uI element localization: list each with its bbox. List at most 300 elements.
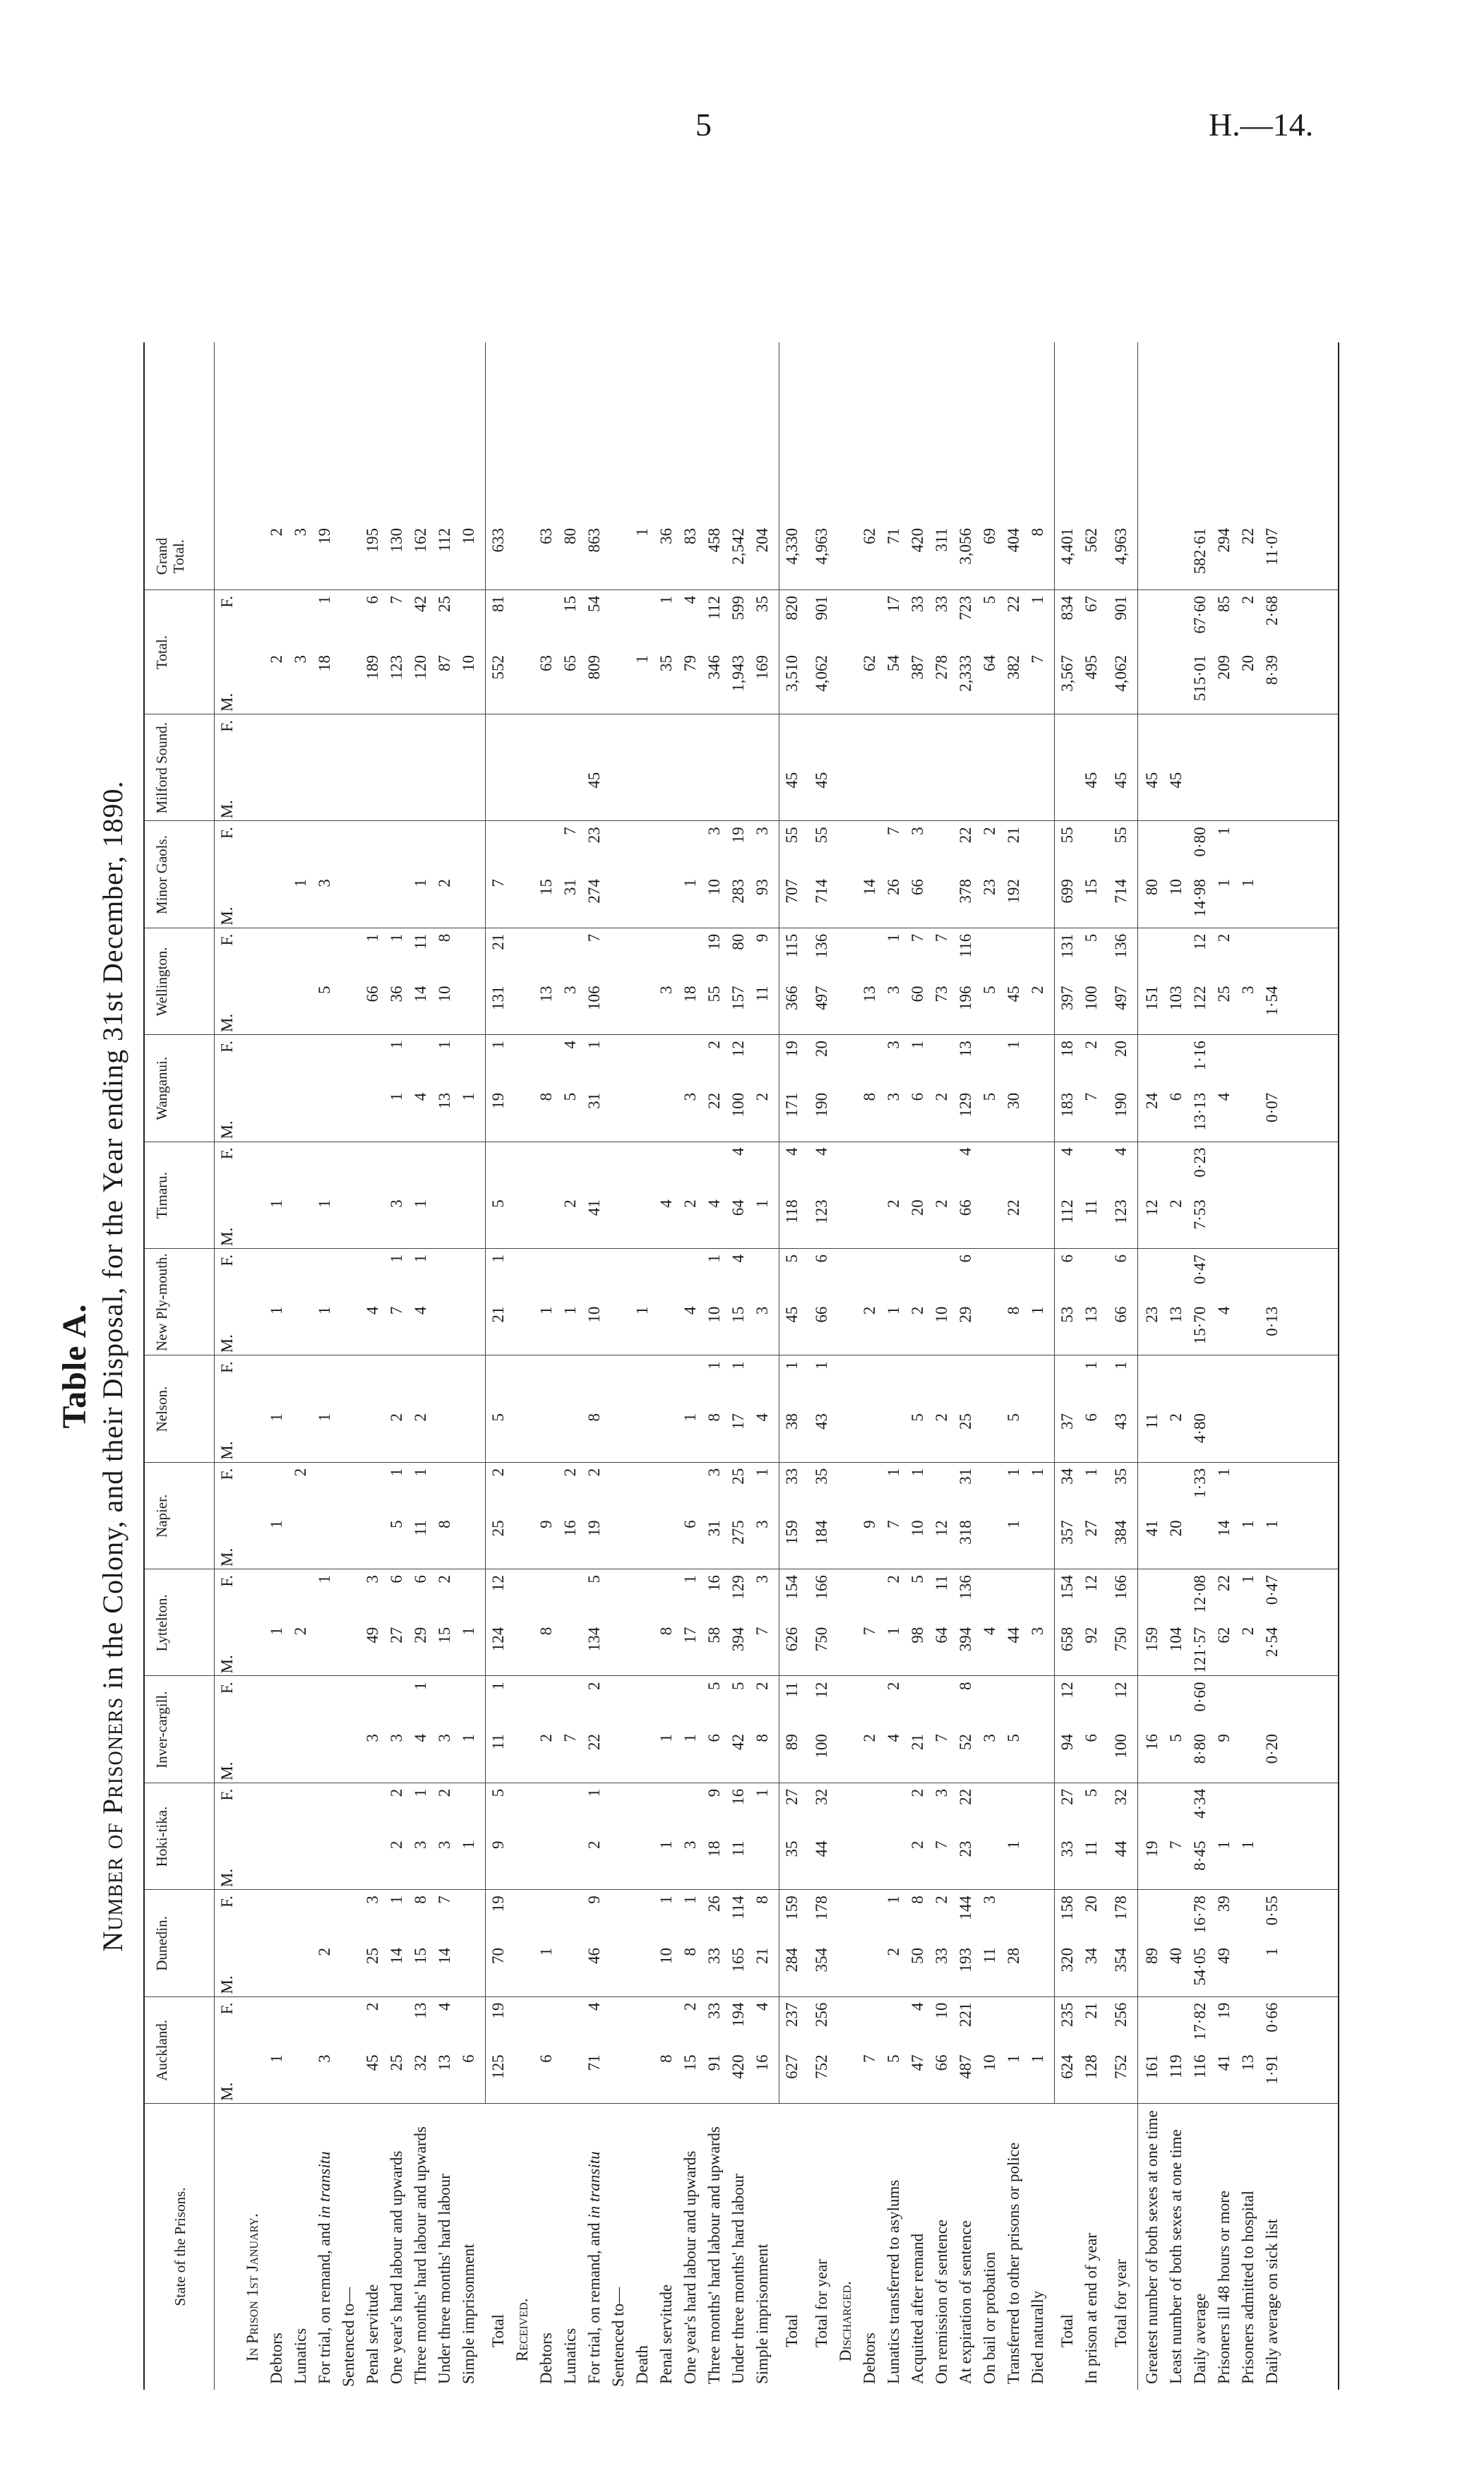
male-cell: 2 xyxy=(388,1840,405,1850)
total-male-cell: 120 xyxy=(412,655,429,680)
male-label: M. xyxy=(218,693,236,712)
male-cell: 1 xyxy=(460,1627,477,1636)
male-cell: 15 xyxy=(681,2054,699,2071)
female-cell: 21 xyxy=(1082,2002,1100,2019)
male-cell: 5 xyxy=(316,986,333,994)
male-cell: 283 xyxy=(729,879,747,904)
row-label: Daily average xyxy=(1191,2293,1209,2384)
total-male-cell: 79 xyxy=(681,655,699,671)
female-cell: 4 xyxy=(813,1147,830,1156)
female-cell: 1 xyxy=(585,1041,603,1049)
female-cell: 115 xyxy=(783,933,801,958)
female-cell: 4 xyxy=(729,1254,747,1263)
total-female-cell: 112 xyxy=(705,596,723,620)
female-cell: 2 xyxy=(388,1788,405,1797)
row-label: Died naturally xyxy=(1029,2290,1046,2384)
male-cell: 1 xyxy=(1215,879,1233,887)
row-label: One year's hard labour and upwards xyxy=(388,2150,405,2384)
subheading-row xyxy=(340,342,364,2390)
male-cell: 41 xyxy=(585,1199,603,1216)
female-cell: 1 xyxy=(813,1361,830,1370)
male-cell: 54·05 xyxy=(1191,1947,1209,1986)
male-cell: 116 xyxy=(1191,2054,1209,2078)
row-label: Lunatics transferred to asylums xyxy=(885,2179,902,2384)
data-row xyxy=(489,342,513,2390)
male-cell: 1 xyxy=(1239,1520,1257,1528)
female-cell: 33 xyxy=(783,1468,801,1485)
prison-header: Auckland. xyxy=(153,2019,170,2081)
female-cell: 11 xyxy=(412,933,429,950)
female-cell: 235 xyxy=(1058,2002,1076,2028)
row-label: On remission of sentence xyxy=(933,2219,950,2384)
total-female-cell: 2 xyxy=(1239,596,1257,604)
total-male-cell: 552 xyxy=(489,655,507,680)
grand-total-cell: 3 xyxy=(292,528,309,537)
male-cell: 17 xyxy=(681,1627,699,1643)
female-cell: 5 xyxy=(705,1682,723,1690)
grand-total-cell: 195 xyxy=(364,528,381,553)
female-cell: 19 xyxy=(489,1896,507,1912)
male-cell: 16 xyxy=(753,2054,771,2071)
male-cell: 125 xyxy=(489,2054,507,2079)
total-male-cell: 346 xyxy=(705,655,723,680)
male-cell: 2 xyxy=(585,1840,603,1850)
data-row xyxy=(1191,342,1215,2390)
female-cell: 4·34 xyxy=(1191,1788,1209,1819)
total-female-cell: 15 xyxy=(561,596,579,612)
female-cell: 2 xyxy=(753,1682,771,1690)
female-label: F. xyxy=(218,1788,236,1801)
female-cell: 1 xyxy=(1215,1468,1233,1477)
data-row xyxy=(981,342,1005,2390)
male-cell: 2 xyxy=(1029,986,1046,994)
male-cell: 10 xyxy=(909,1520,926,1537)
total-female-cell: 901 xyxy=(1112,596,1130,621)
grand-total-cell: 63 xyxy=(537,528,555,544)
data-row xyxy=(537,342,561,2390)
male-cell: 10 xyxy=(1167,879,1185,896)
male-cell: 21 xyxy=(753,1947,771,1964)
total-male-cell: 8·39 xyxy=(1263,655,1281,685)
male-cell: 8 xyxy=(705,1413,723,1422)
male-cell: 658 xyxy=(1058,1627,1076,1652)
female-cell: 5 xyxy=(585,1575,603,1583)
female-label: F. xyxy=(218,1468,236,1480)
female-cell: 1 xyxy=(681,1896,699,1904)
female-cell: 7 xyxy=(909,933,926,942)
male-cell: 11 xyxy=(1082,1199,1100,1216)
male-label: M. xyxy=(218,2082,236,2101)
male-cell: 40 xyxy=(1167,1947,1185,1964)
row-label: Total xyxy=(783,2314,801,2347)
male-cell: 4 xyxy=(1215,1306,1233,1315)
male-cell: 1 xyxy=(681,1413,699,1422)
male-cell: 5 xyxy=(489,1413,507,1422)
grand-total-cell: 4,963 xyxy=(813,528,830,565)
data-row xyxy=(813,342,837,2390)
female-cell: 12 xyxy=(1191,933,1209,950)
row-label: Total for year xyxy=(813,2259,830,2347)
male-cell: 33 xyxy=(705,1947,723,1964)
female-cell: 16·78 xyxy=(1191,1896,1209,1934)
female-cell: 35 xyxy=(1112,1468,1130,1485)
female-cell: 114 xyxy=(729,1896,747,1920)
male-cell: 394 xyxy=(729,1627,747,1652)
female-cell: 19 xyxy=(1215,2002,1233,2019)
male-label: M. xyxy=(218,800,236,819)
total-male-cell: 35 xyxy=(657,655,675,671)
female-cell: 1 xyxy=(729,1361,747,1370)
female-cell: 1 xyxy=(412,1468,429,1477)
female-label: F. xyxy=(218,1682,236,1694)
male-cell: 13·13 xyxy=(1191,1092,1209,1131)
prison-header: Inver-cargill. xyxy=(153,1691,170,1768)
row-label: Sentenced to— xyxy=(609,2287,627,2387)
data-row xyxy=(585,342,609,2390)
male-cell: 44 xyxy=(813,1840,830,1857)
male-cell: 707 xyxy=(783,879,801,904)
male-cell: 8·80 xyxy=(1191,1734,1209,1764)
female-cell: 2 xyxy=(681,2002,699,2011)
total-female-cell: 599 xyxy=(729,596,747,621)
female-cell: 1 xyxy=(388,1896,405,1904)
male-cell: 14 xyxy=(861,879,878,896)
female-cell: 5 xyxy=(783,1254,801,1263)
female-cell: 5 xyxy=(489,1788,507,1797)
row-label: Prisoners admitted to hospital xyxy=(1239,2190,1257,2384)
male-cell: 397 xyxy=(1058,986,1076,1010)
total-female-cell: 33 xyxy=(909,596,926,612)
male-label: M. xyxy=(218,1547,236,1567)
male-cell: 35 xyxy=(783,1840,801,1857)
female-cell: 23 xyxy=(585,827,603,844)
male-cell: 25 xyxy=(1215,986,1233,1002)
male-cell: 29 xyxy=(412,1627,429,1643)
female-cell: 12 xyxy=(1058,1682,1076,1699)
male-cell: 94 xyxy=(1058,1734,1076,1751)
male-cell: 1 xyxy=(268,1627,285,1636)
male-cell: 66 xyxy=(813,1306,830,1323)
female-cell: 3 xyxy=(364,1896,381,1904)
male-cell: 2 xyxy=(861,1734,878,1742)
male-cell: 30 xyxy=(1005,1092,1022,1109)
male-cell: 100 xyxy=(729,1092,747,1118)
female-cell: 1 xyxy=(657,1896,675,1904)
male-cell: 49 xyxy=(364,1627,381,1643)
prison-header: Nelson. xyxy=(153,1386,170,1432)
prison-header: Timaru. xyxy=(153,1172,170,1219)
data-row xyxy=(753,342,777,2390)
female-label: F. xyxy=(218,1147,236,1160)
male-cell: 183 xyxy=(1058,1092,1076,1118)
male-cell: 33 xyxy=(933,1947,950,1964)
male-cell: 7 xyxy=(753,1627,771,1636)
male-cell: 1 xyxy=(268,2054,285,2063)
grand-total-cell: 112 xyxy=(436,528,453,552)
male-cell: 91 xyxy=(705,2054,723,2071)
male-cell: 378 xyxy=(957,879,974,904)
row-label: Simple imprisonment xyxy=(460,2244,477,2384)
female-cell: 1 xyxy=(753,1788,771,1797)
row-label: On bail or probation xyxy=(981,2251,998,2384)
male-cell: 714 xyxy=(813,879,830,904)
grand-total-header: Grand Total. xyxy=(153,537,187,575)
data-row xyxy=(933,342,957,2390)
grand-total-cell: 311 xyxy=(933,528,950,552)
female-cell: 19 xyxy=(705,933,723,950)
grand-total-cell: 562 xyxy=(1082,528,1100,553)
male-cell: 38 xyxy=(783,1413,801,1430)
header-rule xyxy=(214,342,215,2390)
male-cell: 41 xyxy=(1143,1520,1161,1537)
male-cell: 5 xyxy=(561,1092,579,1101)
data-row xyxy=(705,342,729,2390)
male-cell: 60 xyxy=(909,986,926,1002)
female-cell: 80 xyxy=(729,933,747,950)
grand-total-cell: 36 xyxy=(657,528,675,544)
female-cell: 144 xyxy=(957,1896,974,1920)
data-row xyxy=(1215,342,1239,2390)
prison-header: Hoki-tika. xyxy=(153,1806,170,1867)
male-cell: 103 xyxy=(1167,986,1185,1010)
female-cell: 20 xyxy=(813,1041,830,1058)
male-cell: 44 xyxy=(1005,1627,1022,1643)
female-cell: 17·82 xyxy=(1191,2002,1209,2041)
female-label: F. xyxy=(218,1896,236,1908)
female-cell: 116 xyxy=(957,933,974,958)
data-row xyxy=(292,342,316,2390)
male-cell: 1 xyxy=(681,1734,699,1742)
male-cell: 27 xyxy=(388,1627,405,1643)
male-cell: 2 xyxy=(388,1413,405,1422)
male-cell: 2 xyxy=(1239,1627,1257,1636)
data-row xyxy=(1005,342,1029,2390)
male-cell: 14·98 xyxy=(1191,879,1209,917)
data-row xyxy=(657,342,681,2390)
row-label: Debtors xyxy=(537,2333,555,2384)
male-cell: 1 xyxy=(1263,1520,1281,1528)
female-cell: 27 xyxy=(783,1788,801,1805)
female-cell: 1 xyxy=(585,1788,603,1797)
male-cell: 320 xyxy=(1058,1947,1076,1972)
male-cell: 46 xyxy=(585,1947,603,1964)
male-cell: 2 xyxy=(316,1947,333,1956)
female-cell: 136 xyxy=(813,933,830,959)
row-label: Daily average on sick list xyxy=(1263,2219,1281,2384)
male-cell: 1 xyxy=(460,1092,477,1101)
male-cell: 4 xyxy=(981,1627,998,1636)
total-female-cell: 4 xyxy=(681,596,699,604)
male-cell: 47 xyxy=(909,2054,926,2071)
female-cell: 9 xyxy=(585,1896,603,1904)
data-row xyxy=(1082,342,1106,2390)
male-cell: 8 xyxy=(436,1520,453,1528)
female-cell: 1 xyxy=(316,1575,333,1583)
female-cell: 1 xyxy=(885,933,902,942)
female-cell: 4 xyxy=(436,2002,453,2011)
row-label: Greatest number of both sexes at one time xyxy=(1143,2110,1161,2384)
grand-total-cell: 4,401 xyxy=(1058,528,1076,565)
data-row xyxy=(1263,342,1287,2390)
male-cell: 45 xyxy=(1005,986,1022,1002)
male-cell: 100 xyxy=(1112,1734,1130,1759)
male-cell: 19 xyxy=(489,1092,507,1109)
male-cell: 7 xyxy=(861,1627,878,1636)
male-cell: 1 xyxy=(657,1840,675,1850)
female-cell: 20 xyxy=(1082,1896,1100,1912)
male-cell: 45 xyxy=(1082,772,1100,789)
row-label: Death xyxy=(633,2345,651,2384)
male-cell: 5 xyxy=(981,986,998,994)
male-cell: 3 xyxy=(657,986,675,994)
page-number: 5 xyxy=(695,107,712,143)
female-cell: 166 xyxy=(1112,1575,1130,1600)
male-cell: 7 xyxy=(1167,1840,1185,1850)
male-cell: 14 xyxy=(436,1947,453,1964)
female-cell: 4 xyxy=(783,1147,801,1156)
male-cell: 112 xyxy=(1058,1199,1076,1223)
row-label: Debtors xyxy=(268,2333,285,2384)
data-row xyxy=(1167,342,1191,2390)
male-cell: 6 xyxy=(681,1520,699,1528)
female-cell: 55 xyxy=(783,827,801,844)
male-cell: 89 xyxy=(783,1734,801,1751)
male-cell: 122 xyxy=(1191,986,1209,1010)
female-cell: 1 xyxy=(489,1682,507,1690)
male-cell: 190 xyxy=(813,1092,830,1118)
male-cell: 4 xyxy=(364,1306,381,1315)
total-female-cell: 1 xyxy=(657,596,675,604)
male-cell: 45 xyxy=(585,772,603,789)
male-cell: 3 xyxy=(885,1092,902,1101)
male-cell: 0·13 xyxy=(1263,1306,1281,1336)
female-cell: 1·16 xyxy=(1191,1041,1209,1071)
male-cell: 93 xyxy=(753,879,771,896)
male-cell: 10 xyxy=(585,1306,603,1323)
male-cell: 11 xyxy=(1082,1840,1100,1857)
male-label: M. xyxy=(218,906,236,926)
female-cell: 6 xyxy=(1112,1254,1130,1263)
grand-total-cell: 10 xyxy=(460,528,477,544)
female-cell: 12 xyxy=(729,1041,747,1058)
female-cell: 2 xyxy=(364,2002,381,2011)
total-male-cell: 54 xyxy=(885,655,902,671)
male-cell: 98 xyxy=(909,1627,926,1643)
male-cell: 2 xyxy=(933,1413,950,1422)
male-cell: 123 xyxy=(1112,1199,1130,1224)
male-cell: 6 xyxy=(460,2054,477,2063)
male-cell: 2 xyxy=(412,1413,429,1422)
female-cell: 39 xyxy=(1215,1896,1233,1912)
female-cell: 7 xyxy=(436,1896,453,1904)
male-cell: 121·57 xyxy=(1191,1627,1209,1673)
section-label: Discharged. xyxy=(837,2281,854,2361)
male-cell: 1 xyxy=(1239,879,1257,887)
female-cell: 8 xyxy=(957,1682,974,1690)
prison-header: Wellington. xyxy=(153,947,170,1017)
male-cell: 45 xyxy=(364,2054,381,2071)
total-female-cell: 1 xyxy=(1029,596,1046,604)
total-male-cell: 809 xyxy=(585,655,603,680)
prison-header: Total. xyxy=(153,635,170,670)
data-row xyxy=(460,342,484,2390)
data-row xyxy=(861,342,885,2390)
female-cell: 3 xyxy=(753,827,771,835)
female-label: F. xyxy=(218,1041,236,1053)
male-cell: 64 xyxy=(933,1627,950,1643)
female-cell: 1 xyxy=(489,1254,507,1263)
female-cell: 159 xyxy=(783,1896,801,1920)
female-cell: 2 xyxy=(705,1041,723,1049)
male-cell: 11 xyxy=(1143,1413,1161,1430)
male-cell: 497 xyxy=(1112,986,1130,1010)
male-cell: 44 xyxy=(1112,1840,1130,1857)
female-cell: 19 xyxy=(783,1041,801,1058)
male-cell: 7·53 xyxy=(1191,1199,1209,1230)
grand-total-cell: 2 xyxy=(268,528,285,537)
grand-total-cell: 130 xyxy=(388,528,405,553)
female-cell: 5 xyxy=(1082,1788,1100,1797)
female-cell: 3 xyxy=(981,1896,998,1904)
row-label: Lunatics xyxy=(561,2328,579,2384)
row-label: Under three months' hard labour xyxy=(436,2174,453,2384)
male-cell: 8 xyxy=(537,1627,555,1636)
total-male-cell: 3 xyxy=(292,655,309,664)
male-cell: 80 xyxy=(1143,879,1161,896)
grand-total-cell: 633 xyxy=(489,528,507,553)
male-cell: 7 xyxy=(489,879,507,887)
male-cell: 699 xyxy=(1058,879,1076,904)
female-label: F. xyxy=(218,1254,236,1267)
female-cell: 136 xyxy=(1112,933,1130,959)
total-female-cell: 17 xyxy=(885,596,902,612)
total-male-cell: 3,510 xyxy=(783,655,801,692)
grand-total-cell: 3,056 xyxy=(957,528,974,565)
male-cell: 66 xyxy=(909,879,926,896)
female-cell: 2 xyxy=(489,1468,507,1477)
male-cell: 3 xyxy=(885,986,902,994)
total-female-cell: 834 xyxy=(1058,596,1076,621)
male-cell: 5 xyxy=(885,2054,902,2063)
female-cell: 25 xyxy=(729,1468,747,1485)
male-cell: 8 xyxy=(585,1413,603,1422)
total-female-cell: 33 xyxy=(933,596,950,612)
section-label: Received. xyxy=(513,2298,531,2361)
male-cell: 3 xyxy=(412,1840,429,1850)
prison-header: New Ply-mouth. xyxy=(153,1253,170,1352)
male-cell: 10 xyxy=(933,1306,950,1323)
data-row xyxy=(1029,342,1053,2390)
female-cell: 0·47 xyxy=(1263,1575,1281,1605)
male-cell: 45 xyxy=(813,772,830,789)
male-cell: 29 xyxy=(957,1306,974,1323)
female-cell: 5 xyxy=(729,1682,747,1690)
male-cell: 0·07 xyxy=(1263,1092,1281,1123)
female-cell: 4 xyxy=(753,2002,771,2011)
male-cell: 104 xyxy=(1167,1627,1185,1652)
female-cell: 1 xyxy=(909,1041,926,1049)
male-cell: 354 xyxy=(1112,1947,1130,1972)
male-cell: 66 xyxy=(957,1199,974,1216)
row-label: Three months' hard labour and upwards xyxy=(412,2126,429,2384)
male-cell: 9 xyxy=(537,1520,555,1528)
prison-header: Dunedin. xyxy=(153,1916,170,1971)
male-cell: 25 xyxy=(388,2054,405,2071)
female-cell: 0·55 xyxy=(1263,1896,1281,1926)
total-male-cell: 1,943 xyxy=(729,655,747,692)
female-cell: 9 xyxy=(753,933,771,942)
male-cell: 624 xyxy=(1058,2054,1076,2079)
